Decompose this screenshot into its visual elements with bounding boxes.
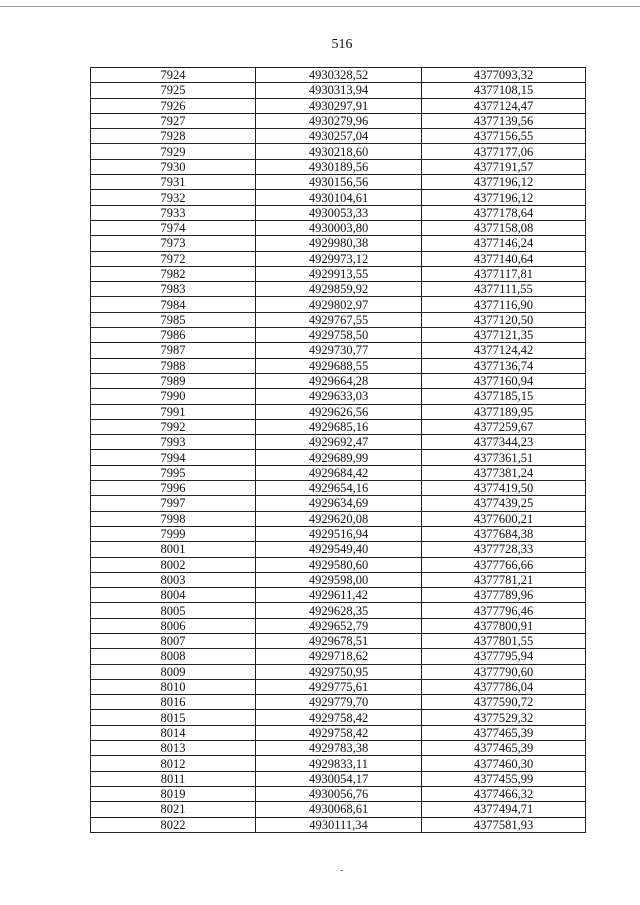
y-coordinate-cell: 4377136,74 [422,358,586,373]
y-coordinate-cell: 4377684,38 [422,526,586,541]
y-coordinate-cell: 4377465,39 [422,725,586,740]
x-coordinate-cell: 4929758,42 [256,710,422,725]
coordinates-table [90,67,586,833]
y-coordinate-cell: 4377789,96 [422,588,586,603]
point-number-cell: 8001 [91,542,256,557]
table-row [91,389,586,404]
point-number-cell: 7931 [91,175,256,190]
x-coordinate-cell: 4929783,38 [256,741,422,756]
y-coordinate-cell: 4377116,90 [422,297,586,312]
table-row [91,129,586,144]
x-coordinate-cell: 4930313,94 [256,83,422,98]
x-coordinate-cell: 4929775,61 [256,679,422,694]
table-row [91,144,586,159]
point-number-cell: 7992 [91,419,256,434]
point-number-cell: 8019 [91,786,256,801]
x-coordinate-cell: 4929626,56 [256,404,422,419]
y-coordinate-cell: 4377600,21 [422,511,586,526]
x-coordinate-cell: 4929980,38 [256,236,422,251]
point-number-cell: 7994 [91,450,256,465]
y-coordinate-cell: 4377581,93 [422,817,586,832]
y-coordinate-cell: 4377120,50 [422,312,586,327]
x-coordinate-cell: 4929684,42 [256,465,422,480]
table-row [91,771,586,786]
table-row [91,741,586,756]
y-coordinate-cell: 4377139,56 [422,113,586,128]
y-coordinate-cell: 4377466,32 [422,786,586,801]
table-row [91,802,586,817]
table-row [91,373,586,388]
x-coordinate-cell: 4930068,61 [256,802,422,817]
table-row [91,633,586,648]
x-coordinate-cell: 4929549,40 [256,542,422,557]
point-number-cell: 8013 [91,741,256,756]
table-row [91,725,586,740]
point-number-cell: 7982 [91,266,256,281]
table-row [91,710,586,725]
point-number-cell: 8009 [91,664,256,679]
x-coordinate-cell: 4929688,55 [256,358,422,373]
point-number-cell: 7988 [91,358,256,373]
y-coordinate-cell: 4377185,15 [422,389,586,404]
x-coordinate-cell: 4929718,62 [256,649,422,664]
point-number-cell: 8007 [91,633,256,648]
y-coordinate-cell: 4377093,32 [422,68,586,83]
point-number-cell: 7972 [91,251,256,266]
x-coordinate-cell: 4930156,56 [256,175,422,190]
point-number-cell: 8005 [91,603,256,618]
table-row [91,220,586,235]
point-number-cell: 7999 [91,526,256,541]
point-number-cell: 8014 [91,725,256,740]
x-coordinate-cell: 4930279,96 [256,113,422,128]
table-row [91,190,586,205]
y-coordinate-cell: 4377800,91 [422,618,586,633]
y-coordinate-cell: 4377786,04 [422,679,586,694]
table-row [91,435,586,450]
x-coordinate-cell: 4929833,11 [256,756,422,771]
table-row [91,664,586,679]
x-coordinate-cell: 4930218,60 [256,144,422,159]
y-coordinate-cell: 4377796,46 [422,603,586,618]
y-coordinate-cell: 4377160,94 [422,373,586,388]
table-row [91,817,586,832]
table-row [91,282,586,297]
point-number-cell: 8011 [91,771,256,786]
y-coordinate-cell: 4377766,66 [422,557,586,572]
table-row [91,113,586,128]
x-coordinate-cell: 4930003,80 [256,220,422,235]
table-row [91,312,586,327]
table-row [91,557,586,572]
point-number-cell: 7927 [91,113,256,128]
point-number-cell: 7993 [91,435,256,450]
point-number-cell: 7932 [91,190,256,205]
y-coordinate-cell: 4377361,51 [422,450,586,465]
x-coordinate-cell: 4929779,70 [256,695,422,710]
table-row [91,68,586,83]
point-number-cell: 7924 [91,68,256,83]
point-number-cell: 7997 [91,496,256,511]
table-row [91,297,586,312]
table-row [91,251,586,266]
point-number-cell: 8004 [91,588,256,603]
x-coordinate-cell: 4929598,00 [256,572,422,587]
table-row [91,98,586,113]
y-coordinate-cell: 4377455,99 [422,771,586,786]
table-row [91,526,586,541]
y-coordinate-cell: 4377529,32 [422,710,586,725]
table-row [91,618,586,633]
y-coordinate-cell: 4377381,24 [422,465,586,480]
x-coordinate-cell: 4929652,79 [256,618,422,633]
point-number-cell: 8016 [91,695,256,710]
x-coordinate-cell: 4929758,42 [256,725,422,740]
table-row [91,603,586,618]
x-coordinate-cell: 4930056,76 [256,786,422,801]
point-number-cell: 7989 [91,373,256,388]
point-number-cell: 8022 [91,817,256,832]
point-number-cell: 8002 [91,557,256,572]
x-coordinate-cell: 4929664,28 [256,373,422,388]
point-number-cell: 7983 [91,282,256,297]
x-coordinate-cell: 4929859,92 [256,282,422,297]
point-number-cell: 7990 [91,389,256,404]
x-coordinate-cell: 4929685,16 [256,419,422,434]
y-coordinate-cell: 4377465,39 [422,741,586,756]
y-coordinate-cell: 4377124,42 [422,343,586,358]
y-coordinate-cell: 4377795,94 [422,649,586,664]
coordinates-table-body [91,68,586,833]
x-coordinate-cell: 4929802,97 [256,297,422,312]
point-number-cell: 7925 [91,83,256,98]
x-coordinate-cell: 4930054,17 [256,771,422,786]
x-coordinate-cell: 4930104,61 [256,190,422,205]
table-row [91,343,586,358]
point-number-cell: 8006 [91,618,256,633]
point-number-cell: 8010 [91,679,256,694]
x-coordinate-cell: 4929633,03 [256,389,422,404]
point-number-cell: 8003 [91,572,256,587]
x-coordinate-cell: 4929973,12 [256,251,422,266]
point-number-cell: 8012 [91,756,256,771]
y-coordinate-cell: 4377419,50 [422,481,586,496]
point-number-cell: 7998 [91,511,256,526]
y-coordinate-cell: 4377158,08 [422,220,586,235]
table-row [91,404,586,419]
y-coordinate-cell: 4377196,12 [422,190,586,205]
table-row [91,756,586,771]
y-coordinate-cell: 4377590,72 [422,695,586,710]
y-coordinate-cell: 4377146,24 [422,236,586,251]
point-number-cell: 7929 [91,144,256,159]
x-coordinate-cell: 4929516,94 [256,526,422,541]
x-coordinate-cell: 4929628,35 [256,603,422,618]
x-coordinate-cell: 4929611,42 [256,588,422,603]
x-coordinate-cell: 4929620,08 [256,511,422,526]
page-number: 516 [331,37,353,52]
y-coordinate-cell: 4377140,64 [422,251,586,266]
table-row [91,786,586,801]
point-number-cell: 7991 [91,404,256,419]
point-number-cell: 7973 [91,236,256,251]
y-coordinate-cell: 4377178,64 [422,205,586,220]
y-coordinate-cell: 4377111,55 [422,282,586,297]
point-number-cell: 7928 [91,129,256,144]
x-coordinate-cell: 4929580,60 [256,557,422,572]
x-coordinate-cell: 4929750,95 [256,664,422,679]
x-coordinate-cell: 4929634,69 [256,496,422,511]
table-row [91,450,586,465]
table-row [91,542,586,557]
table-row [91,695,586,710]
y-coordinate-cell: 4377191,57 [422,159,586,174]
x-coordinate-cell: 4930328,52 [256,68,422,83]
point-number-cell: 8015 [91,710,256,725]
point-number-cell: 7926 [91,98,256,113]
y-coordinate-cell: 4377460,30 [422,756,586,771]
x-coordinate-cell: 4930053,33 [256,205,422,220]
y-coordinate-cell: 4377189,95 [422,404,586,419]
y-coordinate-cell: 4377117,81 [422,266,586,281]
table-row [91,419,586,434]
table-row [91,511,586,526]
point-number-cell: 7985 [91,312,256,327]
table-row [91,481,586,496]
point-number-cell: 7986 [91,328,256,343]
x-coordinate-cell: 4930297,91 [256,98,422,113]
x-coordinate-cell: 4929678,51 [256,633,422,648]
table-row [91,358,586,373]
table-row [91,266,586,281]
y-coordinate-cell: 4377124,47 [422,98,586,113]
x-coordinate-cell: 4930111,34 [256,817,422,832]
point-number-cell: 7995 [91,465,256,480]
table-row [91,496,586,511]
x-coordinate-cell: 4930189,56 [256,159,422,174]
point-number-cell: 8021 [91,802,256,817]
point-number-cell: 7930 [91,159,256,174]
x-coordinate-cell: 4929654,16 [256,481,422,496]
x-coordinate-cell: 4929692,47 [256,435,422,450]
y-coordinate-cell: 4377177,06 [422,144,586,159]
point-number-cell: 7996 [91,481,256,496]
y-coordinate-cell: 4377156,55 [422,129,586,144]
table-row [91,588,586,603]
y-coordinate-cell: 4377196,12 [422,175,586,190]
table-row [91,679,586,694]
y-coordinate-cell: 4377781,21 [422,572,586,587]
y-coordinate-cell: 4377439,25 [422,496,586,511]
top-rule [0,6,640,7]
y-coordinate-cell: 4377728,33 [422,542,586,557]
x-coordinate-cell: 4929730,77 [256,343,422,358]
x-coordinate-cell: 4929913,55 [256,266,422,281]
x-coordinate-cell: 4929767,55 [256,312,422,327]
y-coordinate-cell: 4377344,23 [422,435,586,450]
y-coordinate-cell: 4377259,67 [422,419,586,434]
table-row [91,205,586,220]
point-number-cell: 7987 [91,343,256,358]
point-number-cell: 7984 [91,297,256,312]
x-coordinate-cell: 4930257,04 [256,129,422,144]
table-row [91,159,586,174]
x-coordinate-cell: 4929689,99 [256,450,422,465]
y-coordinate-cell: 4377790,60 [422,664,586,679]
y-coordinate-cell: 4377801,55 [422,633,586,648]
point-number-cell: 8008 [91,649,256,664]
y-coordinate-cell: 4377108,15 [422,83,586,98]
table-row [91,572,586,587]
table-row [91,83,586,98]
table-row [91,328,586,343]
x-coordinate-cell: 4929758,50 [256,328,422,343]
point-number-cell: 7974 [91,220,256,235]
table-row [91,175,586,190]
table-row [91,236,586,251]
y-coordinate-cell: 4377121,35 [422,328,586,343]
point-number-cell: 7933 [91,205,256,220]
table-row [91,465,586,480]
y-coordinate-cell: 4377494,71 [422,802,586,817]
footer-mark: - [340,865,344,876]
table-row [91,649,586,664]
